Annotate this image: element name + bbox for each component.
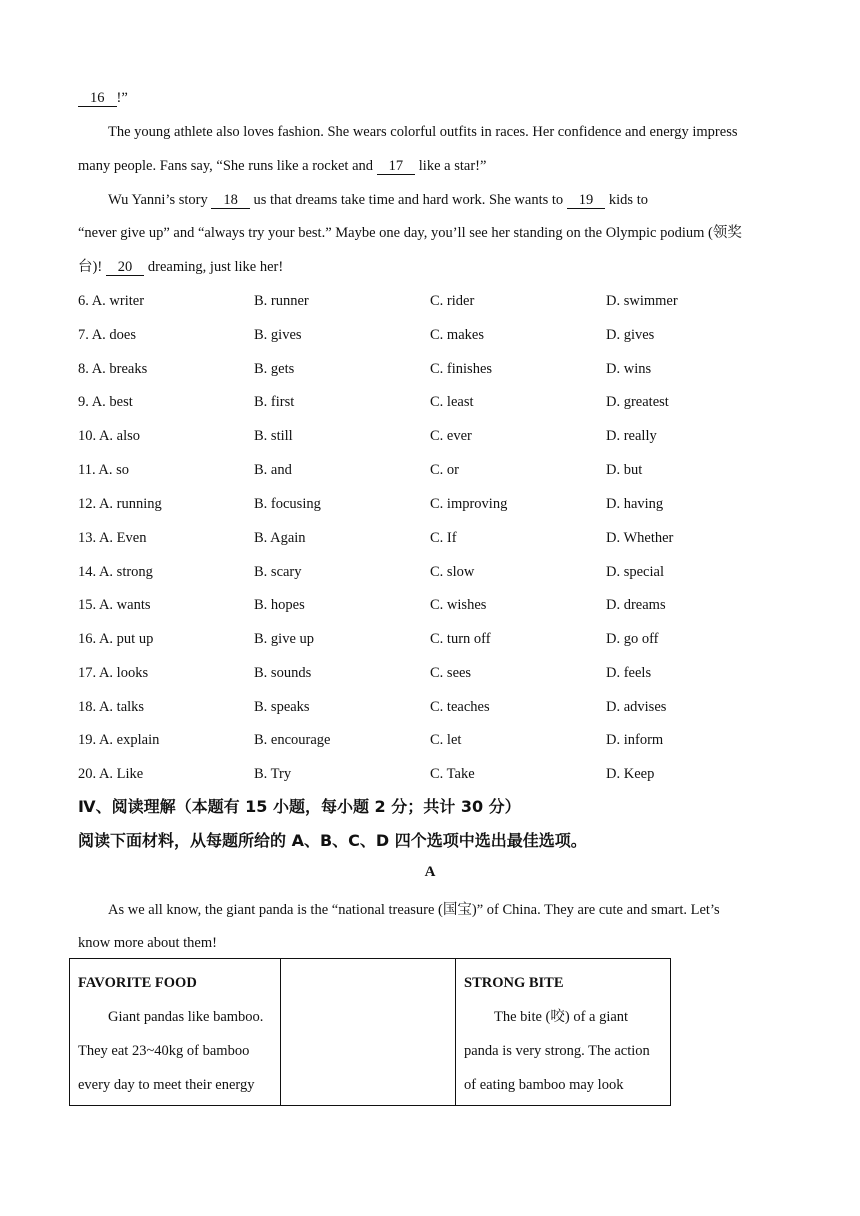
option-d: D. really xyxy=(606,428,657,444)
option-d: D. dreams xyxy=(606,597,666,613)
option-d: D. but xyxy=(606,462,643,478)
option-c: C. makes xyxy=(430,327,484,343)
option-row xyxy=(78,359,778,379)
option-c: C. or xyxy=(430,462,459,478)
option-d: D. feels xyxy=(606,665,652,681)
option-row xyxy=(78,325,778,345)
option-row xyxy=(78,494,778,514)
option-d: D. Keep xyxy=(606,766,655,782)
option-b: B. speaks xyxy=(254,699,310,715)
option-a: 15. A. wants xyxy=(78,597,151,613)
option-d: D. go off xyxy=(606,631,659,647)
option-row xyxy=(78,291,778,311)
cell-heading: STRONG BITE xyxy=(464,975,564,991)
section-heading: Ⅳ、阅读理解（本题有 15 小题，每小题 2 分；共计 30 分） xyxy=(78,797,521,816)
option-b: B. hopes xyxy=(254,597,305,613)
option-row xyxy=(78,697,778,717)
option-a: 12. A. running xyxy=(78,496,162,512)
cell-line: Giant pandas like bamboo. xyxy=(108,1009,264,1025)
option-a: 10. A. also xyxy=(78,428,141,444)
option-b: B. give up xyxy=(254,631,315,647)
part-title: A xyxy=(424,864,436,880)
blank-18: 18 xyxy=(211,192,250,209)
blank-16: 16 xyxy=(78,90,117,107)
blank-19: 19 xyxy=(567,192,606,209)
option-row xyxy=(78,392,778,412)
cell-line: of eating bamboo may look xyxy=(464,1077,624,1093)
option-d: D. gives xyxy=(606,327,655,343)
blank-17: 17 xyxy=(377,158,416,175)
option-a: 8. A. breaks xyxy=(78,361,148,377)
option-c: C. wishes xyxy=(430,597,487,613)
option-row xyxy=(78,730,778,750)
option-c: C. slow xyxy=(430,564,475,580)
option-b: B. still xyxy=(254,428,293,444)
option-d: D. Whether xyxy=(606,530,674,546)
option-c: C. improving xyxy=(430,496,508,512)
passage-line-3: many people. Fans say, “She runs like a rocket and 17 like a star!” xyxy=(78,158,487,174)
option-c: C. let xyxy=(430,732,462,748)
favorite-food-cell xyxy=(70,959,281,1106)
option-b: B. focusing xyxy=(254,496,321,512)
option-row xyxy=(78,528,778,548)
passage-line-5: “never give up” and “always try your best.” Maybe one day, you’ll see her standing on the Olympic podium (领奖 xyxy=(78,225,742,241)
cell-line: The bite (咬) of a giant xyxy=(494,1009,629,1025)
passage-line-1: 16 !” xyxy=(78,88,128,108)
option-d: D. swimmer xyxy=(606,293,678,309)
cell-line: They eat 23~40kg of bamboo xyxy=(78,1043,250,1059)
option-c: C. teaches xyxy=(430,699,490,715)
strong-bite-cell xyxy=(456,959,671,1106)
option-row xyxy=(78,562,778,582)
option-b: B. sounds xyxy=(254,665,312,681)
option-a: 16. A. put up xyxy=(78,631,154,647)
blank-20: 20 xyxy=(106,259,145,276)
option-a: 11. A. so xyxy=(78,462,130,478)
option-c: C. If xyxy=(430,530,457,546)
option-c: C. Take xyxy=(430,766,475,782)
option-a: 20. A. Like xyxy=(78,766,144,782)
option-a: 18. A. talks xyxy=(78,699,145,715)
option-a: 7. A. does xyxy=(78,327,136,343)
option-b: B. Try xyxy=(254,766,292,782)
cell-heading: FAVORITE FOOD xyxy=(78,975,197,991)
intro-line-2: know more about them! xyxy=(78,935,217,951)
option-row xyxy=(78,629,778,649)
option-a: 17. A. looks xyxy=(78,665,149,681)
option-d: D. advises xyxy=(606,699,667,715)
cell-line: every day to meet their energy xyxy=(78,1077,255,1093)
cell-line: panda is very strong. The action xyxy=(464,1043,650,1059)
option-a: 14. A. strong xyxy=(78,564,153,580)
option-c: C. ever xyxy=(430,428,472,444)
passage-line-4: Wu Yanni’s story 18 us that dreams take time and hard work. She wants to 19 kids to xyxy=(108,192,648,208)
section-instruction: 阅读下面材料，从每题所给的 A、B、C、D 四个选项中选出最佳选项。 xyxy=(78,831,587,850)
option-d: D. inform xyxy=(606,732,664,748)
option-b: B. gives xyxy=(254,327,302,343)
option-d: D. special xyxy=(606,564,664,580)
option-a: 9. A. best xyxy=(78,394,133,410)
passage-line-2: The young athlete also loves fashion. She wears colorful outfits in races. Her confidence and energy impress xyxy=(108,124,738,140)
option-b: B. scary xyxy=(254,564,302,580)
option-b: B. runner xyxy=(254,293,309,309)
option-c: C. least xyxy=(430,394,474,410)
option-a: 19. A. explain xyxy=(78,732,160,748)
option-c: C. turn off xyxy=(430,631,491,647)
option-row xyxy=(78,595,778,615)
option-row xyxy=(78,426,778,446)
option-c: C. finishes xyxy=(430,361,493,377)
option-c: C. rider xyxy=(430,293,475,309)
option-d: D. having xyxy=(606,496,664,512)
option-d: D. greatest xyxy=(606,394,669,410)
option-c: C. sees xyxy=(430,665,472,681)
option-b: B. encourage xyxy=(254,732,331,748)
option-d: D. wins xyxy=(606,361,652,377)
option-b: B. gets xyxy=(254,361,295,377)
option-row xyxy=(78,663,778,683)
option-a: 13. A. Even xyxy=(78,530,147,546)
passage-line-6: 台)! 20 dreaming, just like her! xyxy=(78,259,284,275)
option-b: B. and xyxy=(254,462,292,478)
intro-line-1: As we all know, the giant panda is the “national treasure (国宝)” of China. They are cute and smart. Let’s xyxy=(108,902,720,918)
empty-cell xyxy=(281,959,456,1106)
option-b: B. first xyxy=(254,394,295,410)
option-a: 6. A. writer xyxy=(78,293,145,309)
option-row xyxy=(78,764,778,784)
panda-info-table xyxy=(69,958,671,1106)
option-b: B. Again xyxy=(254,530,306,546)
option-row xyxy=(78,460,778,480)
